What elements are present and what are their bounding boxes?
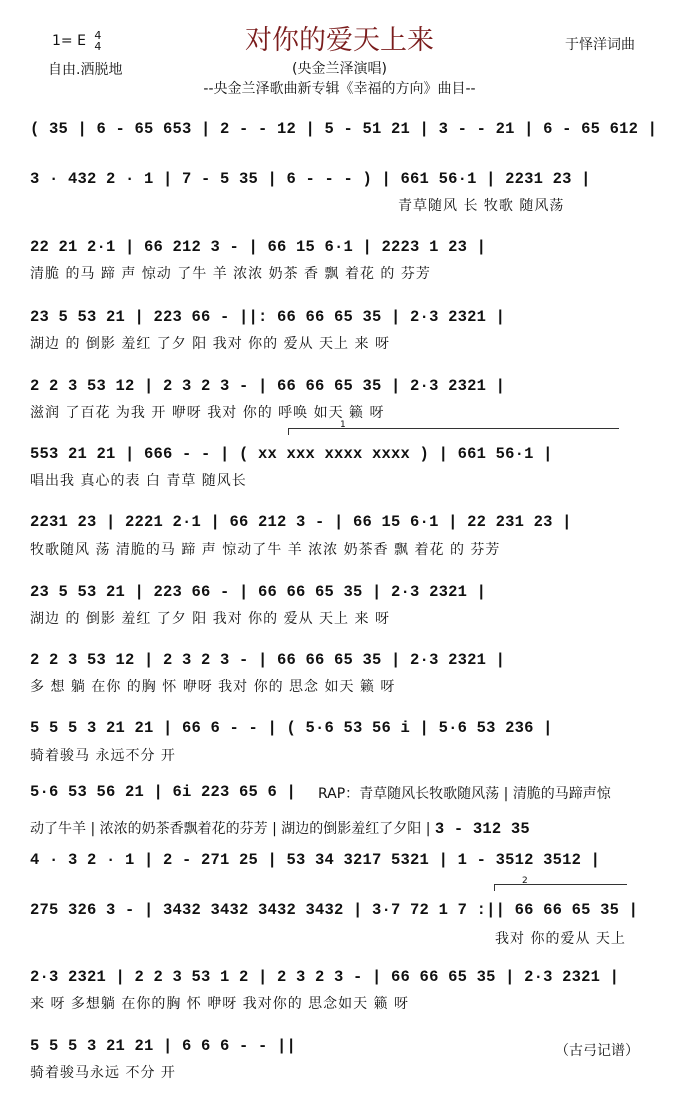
volta-bracket-1 — [288, 428, 619, 435]
tempo-marking: 自由.洒脱地 — [48, 62, 123, 78]
lyrics-line-2: 青草随风 长 牧歌 随风荡 — [398, 198, 565, 214]
notation-line-3: 22 21 2·1 | 66 212 3 - | 66 15 6·1 | 2223 1 23 | — [30, 238, 487, 256]
volta-label-1: 1 — [340, 420, 346, 430]
singer-credit: (央金兰泽演唱) — [292, 61, 387, 77]
lyrics-line-14: 来 呀 多想躺 在你的胸 怀 咿呀 我对你的 思念如天 籁 呀 — [30, 996, 410, 1012]
key-signature: 1= E 4 4 — [52, 29, 102, 53]
volta-bracket-2 — [494, 884, 627, 891]
lyrics-line-10: 骑着骏马 永远不分 开 — [30, 748, 176, 764]
rap-line-2: 动了牛羊 | 浓浓的奶茶香飘着花的芬芳 | 湖边的倒影羞红了夕阳 | 3 - 312 35 — [30, 820, 530, 838]
lyrics-line-7: 牧歌随风 荡 清脆的马 蹄 声 惊动了牛 羊 浓浓 奶茶香 飘 着花 的 芬芳 — [30, 542, 501, 558]
lyrics-line-5: 滋润 了百花 为我 开 咿呀 我对 你的 呼唤 如天 籁 呀 — [30, 405, 385, 421]
notation-line-13: 275 326 3 - | 3432 3432 3432 3432 | 3·7 72 1 7 :|| 66 66 65 35 | — [30, 901, 639, 919]
notation-line-2: 3 · 432 2 · 1 | 7 - 5 35 | 6 - - - ) | 661 56·1 | 2231 23 | — [30, 170, 591, 188]
lyrics-line-4: 湖边 的 倒影 羞红 了夕 阳 我对 你的 爱从 天上 来 呀 — [30, 336, 390, 352]
lyrics-line-15: 骑着骏马永远 不分 开 — [30, 1065, 176, 1081]
notation-line-14: 2·3 2321 | 2 2 3 53 1 2 | 2 3 2 3 - | 66 66 65 35 | 2·3 2321 | — [30, 968, 620, 986]
album-note: --央金兰泽歌曲新专辑《幸福的方向》曲目-- — [203, 81, 476, 97]
notation-line-10: 5 5 5 3 21 21 | 66 6 - - | ( 5·6 53 56 i | 5·6 53 236 | — [30, 719, 553, 737]
lyrics-line-8: 湖边 的 倒影 羞红 了夕 阳 我对 你的 爱从 天上 来 呀 — [30, 611, 390, 627]
rap-line-1: RAP：青草随风长牧歌随风荡 | 清脆的马蹄声惊 — [318, 786, 611, 802]
time-signature: 4 4 — [94, 29, 102, 53]
notation-line-8: 23 5 53 21 | 223 66 - | 66 66 65 35 | 2·3 2321 | — [30, 583, 487, 601]
transcriber-credit: （古弓记谱） — [555, 1043, 639, 1059]
notation-line-4: 23 5 53 21 | 223 66 - ||: 66 66 65 35 | 2·3 2321 | — [30, 308, 506, 326]
lyrics-line-6: 唱出我 真心的表 白 青草 随风长 — [30, 473, 247, 489]
notation-line-5: 2 2 3 53 12 | 2 3 2 3 - | 66 66 65 35 | 2·3 2321 | — [30, 377, 506, 395]
song-title: 对你的爱天上来 — [245, 25, 434, 56]
notation-line-1: ( 35 | 6 - 65 653 | 2 - - 12 | 5 - 51 21 | 3 - - 21 | 6 - 65 612 | — [30, 120, 658, 138]
notation-line-6: 553 21 21 | 666 - - | ( xx xxx xxxx xxxx ) | 661 56·1 | — [30, 445, 553, 463]
volta-label-2: 2 — [522, 876, 528, 886]
lyrics-line-9: 多 想 躺 在你 的胸 怀 咿呀 我对 你的 思念 如天 籁 呀 — [30, 679, 396, 695]
author-credit: 于怿洋词曲 — [565, 37, 635, 53]
notation-line-12: 4 · 3 2 · 1 | 2 - 271 25 | 53 34 3217 5321 | 1 - 3512 3512 | — [30, 851, 601, 869]
notation-line-15: 5 5 5 3 21 21 | 6 6 6 - - || — [30, 1037, 297, 1055]
lyrics-line-3: 清脆 的马 蹄 声 惊动 了牛 羊 浓浓 奶茶 香 飘 着花 的 芬芳 — [30, 266, 431, 282]
notation-line-9: 2 2 3 53 12 | 2 3 2 3 - | 66 66 65 35 | 2·3 2321 | — [30, 651, 506, 669]
lyrics-line-13: 我对 你的爱从 天上 — [495, 931, 626, 947]
notation-line-7: 2231 23 | 2221 2·1 | 66 212 3 - | 66 15 6·1 | 22 231 23 | — [30, 513, 572, 531]
notation-line-11: 5·6 53 56 21 | 6i 223 65 6 | — [30, 783, 297, 801]
